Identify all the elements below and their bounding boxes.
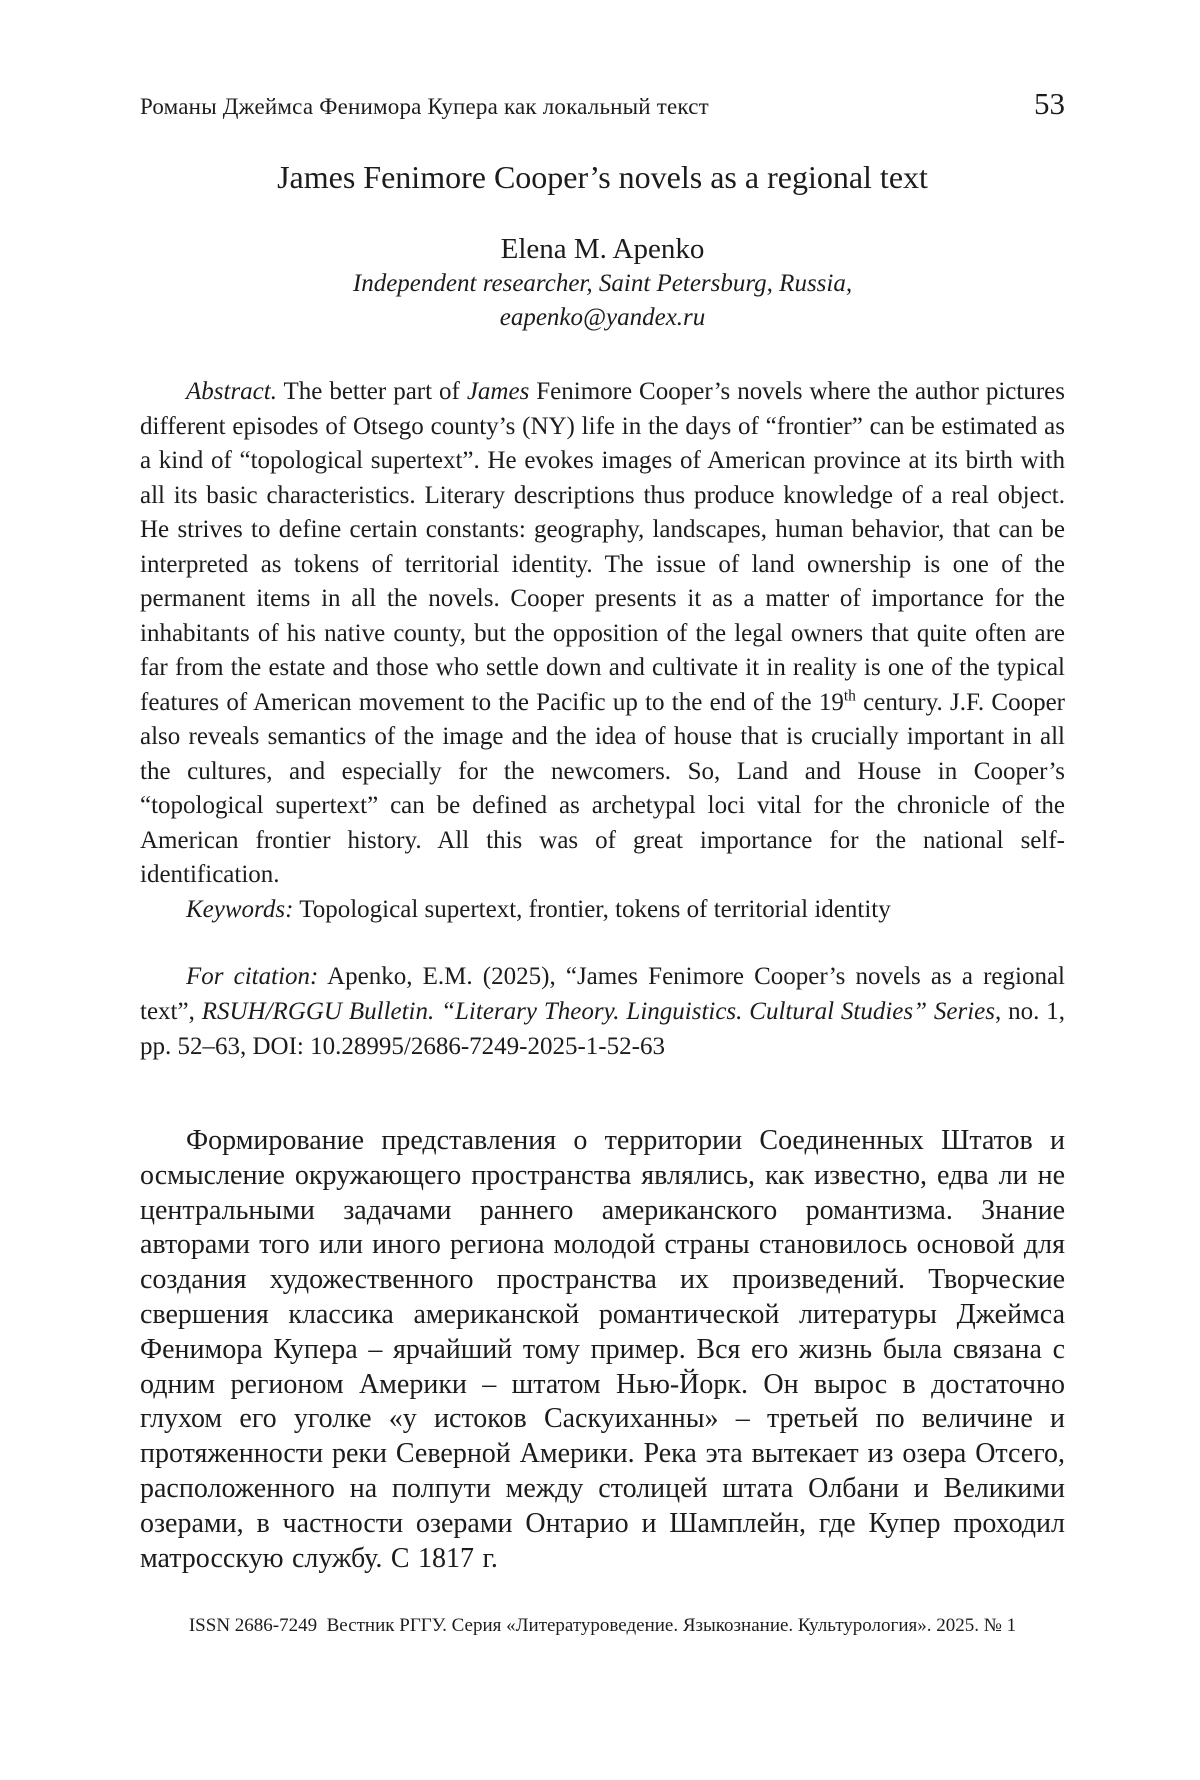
abstract-paragraph: Abstract. The better part of James Fenimore Cooper’s novels where the author pictures different episodes of Otsego county’s (NY) life in the days of “frontier” can be estimated as a kind of “topological supertext”. He evokes images of American province at its birth with all its basic characteristics. Literary descriptions thus produce knowledge of a real object. He strives to define certain constants: geography, landscapes, human behavior, that can be interpreted as tokens of territorial identity. The issue of land ownership is one of the permanent items in all the novels. Cooper presents it as a matter of importance for the inhabitants of his native county, but the opposition of the legal owners that quite often are far from the estate and those who settle down and cultivate it in reality is one of the typical features of American movement to the Pacific up to the end of the 19th century. J.F. Cooper also reveals semantics of the image and the idea of house that is crucially important in all the cultures, and especially for the newcomers. So, Land and House in Cooper’s “topological supertext” can be defined as archetypal loci vital for the chronicle of the American frontier history. All this was of great importance for the national self-identification.: [140, 378, 1065, 888]
running-title: Романы Джеймса Фенимора Купера как локальный текст: [140, 94, 709, 119]
author-affiliation: Independent researcher, Saint Petersburg, Russia,: [352, 270, 853, 297]
page-number: 53: [1034, 86, 1065, 121]
journal-footer: ISSN 2686-7249 Вестник РГГУ. Серия «Литературоведение. Языкознание. Культурология». 2025. № 1: [188, 1615, 1017, 1637]
running-head: [140, 88, 1065, 121]
keywords-line: Keywords: Topological supertext, frontier, tokens of territorial identity: [186, 895, 891, 923]
citation-paragraph: For citation: Apenko, E.M. (2025), “James Fenimore Cooper’s novels as a regional text”, RSUH/RGGU Bulletin. “Literary Theory. Linguistics. Cultural Studies” Series, no. 1, pp. 52–63, DOI: 10.28995/2686-7249-2025-1-52-63: [140, 963, 1065, 1060]
author-email: eapenko@yandex.ru: [499, 304, 706, 331]
author-name: Elena M. Apenko: [500, 233, 705, 265]
body-paragraph: Формирование представления о территории Соединенных Штатов и осмысление окружающего пространства являлись, как известно, едва ли не центральными задачами раннего американского романтизма. Знание авторами того или иного региона молодой страны становилось основой для создания художественного пространства их произведений. Творческие свершения классика американской романтической литературы Джеймса Фенимора Купера – ярчайший тому пример. Вся его жизнь была связана с одним регионом Америки – штатом Нью-Йорк. Он вырос в достаточно глухом его уголке «у истоков Саскуиханны» – третьей по величине и протяженности реки Северной Америки. Река эта вытекает из озера Отсего, расположенного на полпути между столицей штата Олбани и Великими озерами, в частности озерами Онтарио и Шамплейн, где Купер проходил матросскую службу. С 1817 г.: [140, 1125, 1065, 1574]
article-title: James Fenimore Cooper’s novels as a regional text: [277, 159, 928, 195]
